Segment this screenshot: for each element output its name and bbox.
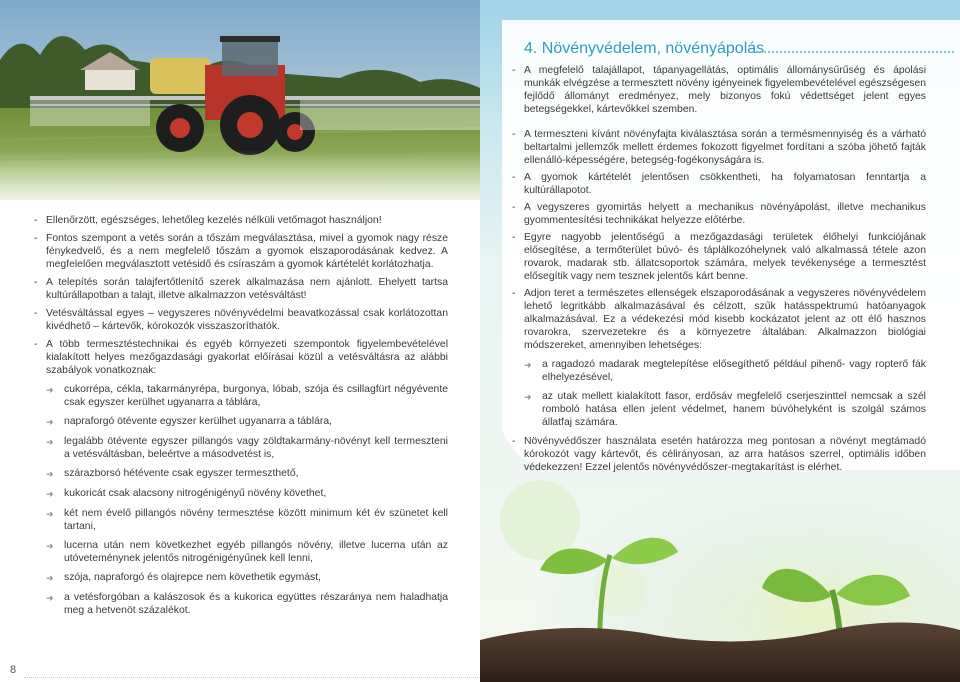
rule-item <box>46 415 448 429</box>
section-title: 4. Növényvédelem, növényápolás <box>524 40 765 57</box>
dash-bullet: - <box>512 436 516 447</box>
right-paragraph <box>512 171 926 197</box>
right-text-column <box>512 64 926 478</box>
dash-bullet: - <box>34 233 38 244</box>
dash-bullet: - <box>512 129 516 140</box>
arrow-right-icon: ➜ <box>46 541 54 551</box>
crop-rotation-rules <box>46 383 448 617</box>
paragraph-text: A termeszteni kívánt növényfajta kiválasztása során a termésmennyiség és a várható beltartalmi jellemzők mellett érdemes fokozott figyelmet fordítani a szóba jöhető fajták ellenálló-képességére, betegség-fogékonyságára is. <box>524 129 926 166</box>
paragraph-text: A gyomok kártételét jelentősen csökkentheti, ha folyamatosan fenntartja a kultúrállapotot. <box>524 172 926 196</box>
rule-item <box>46 591 448 617</box>
method-item <box>524 390 926 429</box>
method-text: az utak mellett kialakított fasor, erdősáv megfelelő cserjeszinttel nemcsak a szél romboló hatása ellen jelent védelmet, hanem búvóhelyként is szolgál számos állatfaj számára. <box>542 391 926 428</box>
paragraph-text: Adjon teret a természetes ellenségek elszaporodásának a vegyszeres növényvédelem lehető legritkább alkalmazásával és célzott, szűk hatásspektrumú hatóanyagok alkalmazásával. Ez a védekezési mód kisebb kockázatot jelent az ott élő hasznos rovarokra, szervezetekre és a környezetre általában. Alkalmazzon biológiai módszereket, amennyiben lehetséges: <box>524 288 926 351</box>
left-paragraph <box>34 214 448 227</box>
paragraph-text: Ellenőrzött, egészséges, lehetőleg kezelés nélküli vetőmagot használjon! <box>46 215 382 226</box>
page-number: 8 <box>10 664 17 676</box>
right-paragraph <box>512 64 926 116</box>
rule-text: szója, napraforgó és olajrepce nem követhetik egymást, <box>64 572 322 583</box>
left-text-column <box>34 214 448 623</box>
right-page <box>480 0 960 682</box>
paragraph-text: Vetésváltással egyes – vegyszeres növényvédelmi beavatkozással csak korlátozottan kivédhető – kártevők, kórokozók visszaszoríthatók. <box>46 308 448 332</box>
paragraph-text: Fontos szempont a vetés során a tőszám megválasztása, mivel a gyomok nagy része fénykedvelő, és a nem megfelelő tőszám a gyomok elszaporodásának kedvez. A megfelelően megválasztott vetésidő és csíraszám a gyomok kártételét korlátozhatja. <box>46 233 448 270</box>
paragraph-text: A több termesztéstechnikai és egyéb környezeti szempontok figyelembevételével kialakított helyes mezőgazdasági gyakorlat előírásai közül a vetésváltásra az alábbi szabályok vonatkoznak: <box>46 339 448 376</box>
arrow-right-icon: ➜ <box>46 593 54 603</box>
arrow-right-icon: ➜ <box>46 573 54 583</box>
rule-item <box>46 571 448 585</box>
dash-bullet: - <box>512 232 516 243</box>
biological-methods <box>524 358 926 429</box>
left-paragraph <box>34 338 448 377</box>
dash-bullet: - <box>34 277 38 288</box>
right-paragraph <box>512 128 926 167</box>
rule-text: a vetésforgóban a kalászosok és a kukorica együttes részaránya nem haladhatja meg a hetvenöt százalékot. <box>64 592 448 616</box>
rule-item <box>46 467 448 481</box>
arrow-right-icon: ➜ <box>46 437 54 447</box>
rule-text: legalább ötévente egyszer pillangós vagy zöldtakarmány-növényt kell termeszteni a vetésváltásban, beleértve a másodvetést is, <box>64 436 448 460</box>
rule-text: napraforgó ötévente egyszer kerülhet ugyanarra a táblára, <box>64 416 333 427</box>
rule-text: lucerna után nem következhet egyéb pillangós növény, illetve lucerna után az utóveteménynek jelentős nitrogénigényűnek kell lenni, <box>64 540 448 564</box>
arrow-right-icon: ➜ <box>524 392 532 402</box>
arrow-right-icon: ➜ <box>524 360 532 370</box>
dash-bullet: - <box>512 172 516 183</box>
paragraph-text: Egyre nagyobb jelentőségű a mezőgazdasági területek élőhelyi funkciójának elősegítése, a termőterület búvó- és táplálkozóhelynek való alkalmassá tétele azon rovarok, madarak stb. állatcsoportok számára, melyek tevékenysége a termesztést elősegítik vagy nem tesznek jelentős kárt benne. <box>524 232 926 282</box>
left-paragraph <box>34 232 448 271</box>
dash-bullet: - <box>34 339 38 350</box>
right-paragraph <box>512 201 926 227</box>
arrow-right-icon: ➜ <box>46 469 54 479</box>
rule-text: kukoricát csak alacsony nitrogénigényű növény követhet, <box>64 488 327 499</box>
dash-bullet: - <box>34 308 38 319</box>
title-dotted-rule <box>748 51 954 53</box>
dash-bullet: - <box>512 65 516 76</box>
rule-item <box>46 435 448 461</box>
rule-text: cukorrépa, cékla, takarmányrépa, burgonya, lóbab, szója és csillagfürt négyévente csak egyszer kerülhet ugyanarra a táblára, <box>64 384 448 408</box>
rule-item <box>46 487 448 501</box>
paragraph-text: Növényvédőszer használata esetén határozza meg pontosan a növényt megtámadó kórokozót vagy kártevőt, és célirányosan, az arra hatásos szerrel, optimális időben védekezzen! Ezzel jelentős növényvédőszer-megtakarítást is elérhet. <box>524 436 926 473</box>
dash-bullet: - <box>512 202 516 213</box>
rule-item <box>46 383 448 409</box>
dash-bullet: - <box>34 215 38 226</box>
method-item <box>524 358 926 384</box>
paragraph-text: A megfelelő talajállapot, tápanyagellátás, optimális állománysűrűség és ápolási munkák elvégzése a termesztett növény igényeinek figyelembevételével egészségesen fejlődő állományt eredményez, mely bizonyos fokú védettséget jelent egyes betegségekkel, kártevőkkel szemben. <box>524 65 927 115</box>
method-text: a ragadozó madarak megtelepítése elősegíthető például pihenő- vagy ropterő fák elhelyezésével, <box>542 359 926 383</box>
left-paragraph <box>34 276 448 302</box>
left-paragraph <box>34 307 448 333</box>
photo-fade <box>0 150 480 210</box>
paragraph-text: A vegyszeres gyomirtás helyett a mechanikus növényápolást, illetve mechanikus gyommentesítési technikákat helyezze előtérbe. <box>524 202 926 226</box>
arrow-right-icon: ➜ <box>46 417 54 427</box>
dash-bullet: - <box>512 288 516 299</box>
arrow-right-icon: ➜ <box>46 509 54 519</box>
footer-rule <box>24 677 480 678</box>
rule-item <box>46 539 448 565</box>
right-paragraph <box>512 231 926 283</box>
arrow-right-icon: ➜ <box>46 489 54 499</box>
paragraph-text: A telepítés során talajfertőtlenítő szerek alkalmazása nem ajánlott. Ehelyett tartsa kultúrállapotban a talajt, illetve alkalmazzon vetésváltást! <box>46 277 448 301</box>
rule-text: szárazborsó hétévente csak egyszer termeszthető, <box>64 468 299 479</box>
rule-text: két nem évelő pillangós növény termesztése között minimum két év szünetet kell tartani, <box>64 508 448 532</box>
right-paragraph <box>512 287 926 352</box>
arrow-right-icon: ➜ <box>46 385 54 395</box>
rule-item <box>46 507 448 533</box>
right-paragraph <box>512 435 926 474</box>
